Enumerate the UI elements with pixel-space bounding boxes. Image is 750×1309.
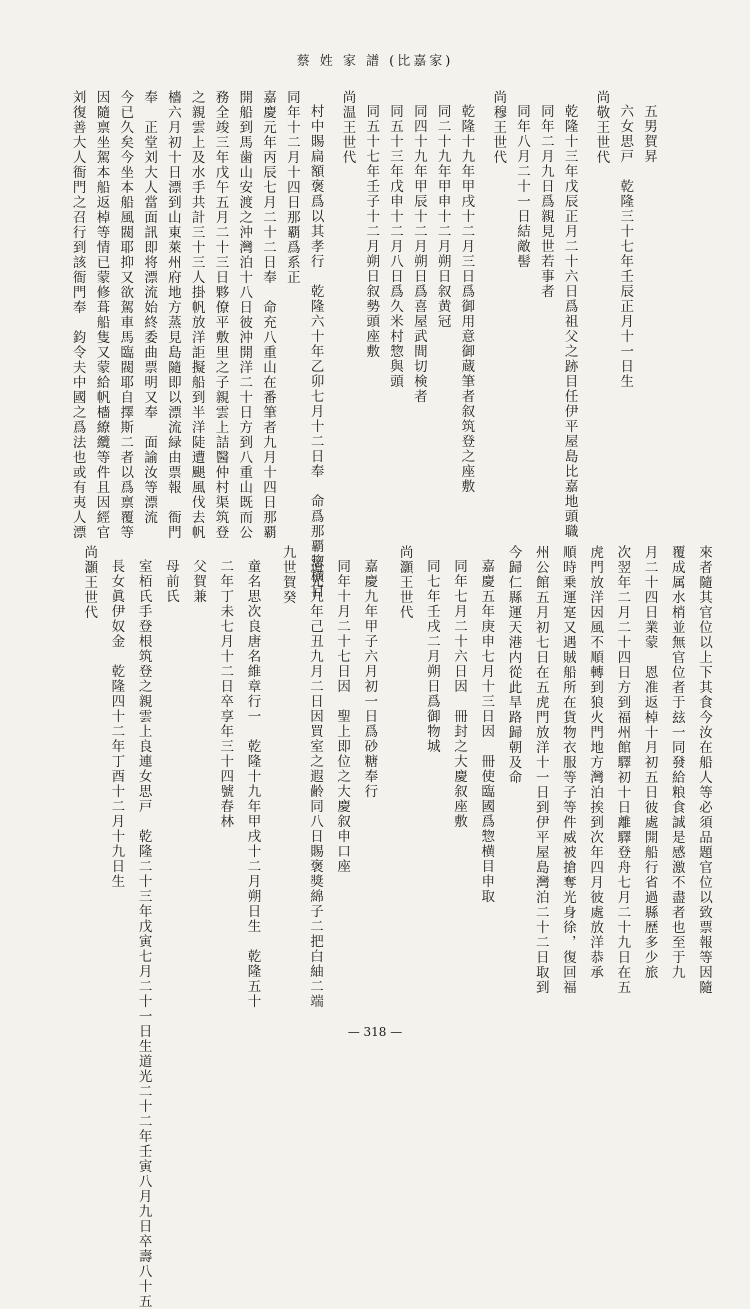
- text-column: 同五十三年戊申十二月八日爲久米村惣與頭: [387, 104, 404, 389]
- text-column: 五男賀昇: [641, 104, 657, 164]
- text-column: 同五十七年壬子十二月朔日叙勢頭座敷: [363, 104, 380, 359]
- text-column: 父賀兼: [190, 559, 207, 604]
- text-column: 六女思戸 乾隆三十七年壬辰正月十一日生: [617, 104, 634, 389]
- text-column: 長女眞伊奴金 乾隆四十二年丁酉十二月十九日生: [108, 559, 125, 889]
- text-column: 童名思次良唐名維章行一 乾隆十九年甲戌十二月朔日生 乾隆五十: [244, 559, 261, 1009]
- text-column: 尚温王世代: [339, 90, 356, 165]
- text-column: 順時乗運寔又遇賊船所在貨物衣服等子等件威被搶奪光身徐，復回福: [559, 545, 576, 995]
- text-column: 開船到馬歯山安渡之沖灣泊十八日彼沖開洋二十日方到八重山既而公: [236, 90, 253, 540]
- text-column: 尚敬王世代: [593, 90, 610, 165]
- text-column: 覆成属水梢並無官位者于玆一同發給粮食誠是感激不盡者也至于九: [668, 545, 685, 980]
- text-column: 同年十月二十七日因 聖上即位之大慶叙申口座: [334, 559, 351, 874]
- text-column: 來者隨其官位以上下其食今汝在船人等必須品題官位以致票報等因隨: [696, 545, 712, 995]
- text-column: 刘復善大人衙門之召行到該衙門奉 鈞令夫中國之爲法也或有夷人漂: [69, 90, 86, 540]
- text-column: 室栢氏手登根筑登之親雲上良連女思戸 乾隆二十三年戊寅七月二十一日生道光二十二年壬寅八月九日卒壽八十五: [135, 559, 152, 1309]
- text-column: 尚灝王世代: [81, 545, 98, 620]
- text-column: 今歸仁縣運天港内從此旱路歸朝及命: [505, 545, 522, 785]
- text-column: 同年二月九日爲親見世若事者: [537, 104, 554, 299]
- text-column: 奉 正堂刘大人當面訊即将漂流始終委曲票明又奉 面諭汝等漂流: [141, 90, 158, 525]
- text-column: 次翌年二月二十四日方到福州館驛初十日離驛登舟七月二十九日在五: [614, 545, 631, 995]
- text-column: 同年七月二十六日因 冊封之大慶叙座敷: [451, 559, 468, 829]
- page-number: — 318 —: [347, 1025, 403, 1039]
- text-column: 嘉慶五年庚申七月十三日因 冊使臨國爲惣横目申取: [478, 559, 495, 904]
- text-column: 同年八月二十一日結敵髻: [514, 104, 531, 269]
- text-column: 乾隆十九年甲戌十二月三日爲御用意御蔵筆者叙筑登之座敷: [458, 104, 475, 494]
- text-column: 村中賜扁額褒爲以其孝行 乾隆六十年乙卯七月十二日奉 命爲那覇惣横目: [307, 104, 324, 599]
- text-column: 道光九年己丑九月二日因買室之遐齢同八日賜褒獎綿子二把白紬二端: [306, 559, 323, 1009]
- text-column: 嘉慶九年甲子六月初一日爲砂糖奉行: [361, 559, 378, 799]
- text-column: 尚穆王世代: [490, 90, 507, 165]
- text-column: 九世賀癸: [279, 545, 296, 605]
- text-column: 尚灝王世代: [396, 545, 413, 620]
- text-column: 今已久矣今坐本船風閥耶抑又欲駕車馬臨閥耶自擇斯二者以爲禀覆等: [117, 90, 134, 540]
- text-column: 同四十九年甲辰十二月朔日爲喜屋武間切検者: [410, 104, 427, 404]
- text-column: 嘉慶元年丙辰七月二十二日奉 命充八重山在番筆者九月十四日那覇: [260, 90, 277, 540]
- text-column: 檣六月初十日漂到山東萊州府地方蒸見島隨即以漂流緑由票報 衙門: [164, 90, 181, 540]
- text-column: 母前氏: [162, 559, 179, 604]
- text-column: 乾隆十三年戊辰正月二十六日爲祖父之跡目任伊平屋島比嘉地頭職: [561, 104, 578, 539]
- text-column: 因隨禀坐駕本船返棹等情已蒙修葺船隻又蒙給帆檣繚纜等件且因經官: [93, 90, 110, 540]
- text-column: 虎門放洋因風不順轉到狼火門地方灣泊挨到次年四月彼處放洋恭承: [587, 545, 604, 980]
- text-column: 同七年壬戌二月朔日爲御物城: [423, 559, 440, 754]
- page-title: 蔡 姓 家 譜 (比嘉家): [296, 54, 454, 69]
- text-column: 同年十二月十四日那覇爲系正: [283, 90, 300, 285]
- text-column: 同二十九年甲申十二月朔日叙黄冠: [434, 104, 451, 329]
- text-column: 務全竣三年戊午五月二十三日夥僚平敷里之子親雲上詰醫仲村渠筑登: [212, 90, 229, 540]
- text-column: 月二十四日業蒙 恩准返棹十月初五日彼處開船行省過縣歴多少旅: [641, 545, 658, 980]
- text-column: 州公館五月初七日在五虎門放洋十一日到伊平屋島灣泊二十二日取到: [532, 545, 549, 995]
- text-column: 之親雲上及水手共計三十三人掛帆放洋詎擬船到半洋陡遭颶風伐去帆: [188, 90, 205, 540]
- text-column: 二年丁未七月十二日卒享年三十四號春林: [217, 559, 234, 829]
